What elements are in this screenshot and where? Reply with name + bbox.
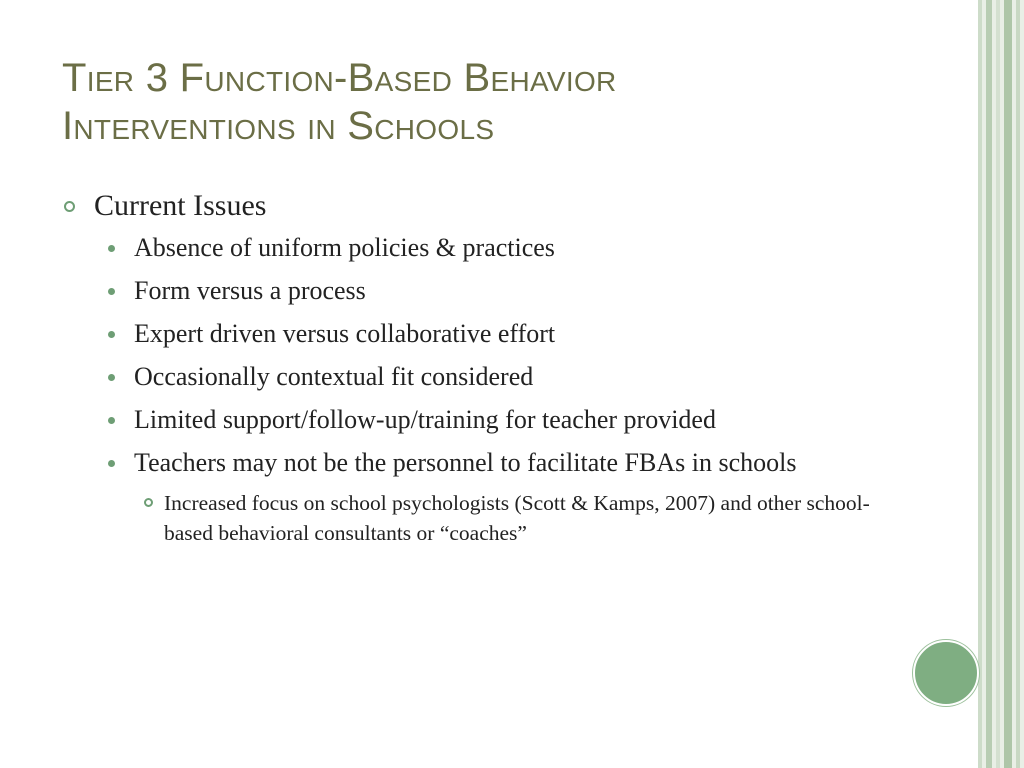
sub-bullet-list: [62, 488, 882, 548]
list-item-text: Occasionally contextual fit considered: [134, 362, 534, 391]
list-item-text: Limited support/follow-up/training for teacher provided: [134, 405, 716, 434]
decorative-stripe: [1016, 0, 1020, 768]
list-item: [62, 445, 882, 481]
decorative-circle: [913, 640, 979, 706]
list-item: [62, 402, 882, 438]
ring-bullet-icon: [144, 498, 153, 507]
list-item: [62, 359, 882, 395]
dot-bullet-icon: [108, 417, 115, 424]
list-item-text: Absence of uniform policies & practices: [134, 233, 555, 262]
list-item: [62, 230, 882, 266]
slide-title-line-1: Tier 3 Function-Based Behavior: [62, 56, 617, 100]
dot-bullet-icon: [108, 460, 115, 467]
decorative-stripe: [1004, 0, 1012, 768]
list-item-text: Expert driven versus collaborative effort: [134, 319, 556, 348]
list-item-text: Form versus a process: [134, 276, 366, 305]
decorative-stripe: [996, 0, 1000, 768]
slide-title-line-2: Interventions in Schools: [62, 104, 495, 148]
decorative-stripe: [986, 0, 992, 768]
level1-bullet: [62, 186, 882, 226]
dot-bullet-icon: [108, 331, 115, 338]
bullet-list: [62, 230, 882, 481]
level1-bullet-text: Current Issues: [94, 189, 267, 222]
list-item: [62, 316, 882, 352]
dot-bullet-icon: [108, 374, 115, 381]
dot-bullet-icon: [108, 288, 115, 295]
decorative-stripe: [978, 0, 982, 768]
sub-list-item: [62, 488, 882, 548]
list-item-text: Teachers may not be the personnel to facilitate FBAs in schools: [134, 448, 797, 477]
slide-title: [62, 54, 942, 150]
ring-bullet-icon: [64, 201, 75, 212]
slide-content: [62, 186, 882, 548]
sub-list-item-text: Increased focus on school psychologists (Scott & Kamps, 2007) and other school-based behavioral consultants or “coaches”: [164, 491, 870, 545]
dot-bullet-icon: [108, 245, 115, 252]
list-item: [62, 273, 882, 309]
